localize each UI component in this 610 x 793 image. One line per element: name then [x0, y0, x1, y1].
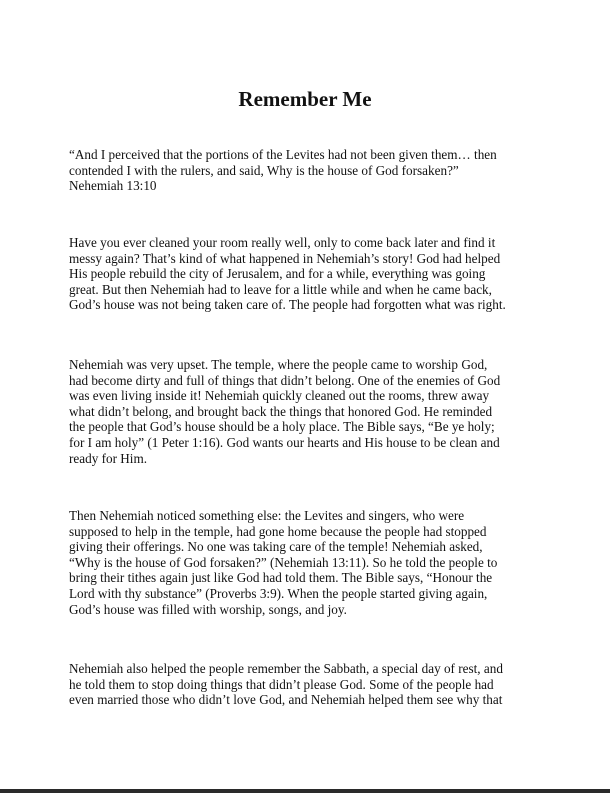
- body-paragraph-3: [69, 508, 549, 617]
- text-line: God’s house was not being taken care of. The people had forgotten what was right.: [69, 297, 506, 313]
- text-line: the people that God’s house should be a holy place. The Bible says, “Be ye holy;: [69, 419, 495, 435]
- text-line: for I am holy” (1 Peter 1:16). God wants our hearts and His house to be clean and: [69, 434, 500, 450]
- text-line: bring their tithes again just like God had told them. The Bible says, “Honour the: [69, 570, 493, 586]
- text-line: supposed to help in the temple, had gone home because the people had stopped: [69, 523, 487, 539]
- text-line: Nehemiah 13:10: [69, 178, 157, 194]
- text-line: great. But then Nehemiah had to leave for a little while and when he came back,: [69, 281, 492, 297]
- page-title: Remember Me: [238, 87, 372, 112]
- text-line: what didn’t belong, and brought back the things that honored God. He reminded: [69, 403, 493, 419]
- text-line: was even living inside it! Nehemiah quickly cleaned out the rooms, threw away: [69, 388, 490, 404]
- text-line: messy again? That’s kind of what happened in Nehemiah’s story! God had helped: [69, 250, 501, 266]
- text-line: Nehemiah was very upset. The temple, where the people came to worship God,: [69, 357, 488, 372]
- text-line: “Why is the house of God forsaken?” (Nehemiah 13:11). So he told the people to: [69, 554, 498, 570]
- text-line: Have you ever cleaned your room really well, only to come back later and find it: [69, 235, 496, 250]
- text-line: had become dirty and full of things that didn’t belong. One of the enemies of God: [69, 372, 501, 388]
- text-line: “And I perceived that the portions of the Levites had not been given them… then: [69, 147, 497, 162]
- text-line: giving their offerings. No one was taking care of the temple! Nehemiah asked,: [69, 539, 483, 555]
- body-paragraph-4: [69, 661, 549, 708]
- text-line: ready for Him.: [69, 450, 147, 466]
- text-line: His people rebuild the city of Jerusalem, and for a while, everything was going: [69, 266, 486, 282]
- text-line: Then Nehemiah noticed something else: the Levites and singers, who were: [69, 508, 465, 523]
- text-line: Nehemiah also helped the people remember the Sabbath, a special day of rest, and: [69, 661, 503, 676]
- body-paragraph-1: [69, 235, 549, 313]
- text-line: contended I with the rulers, and said, Why is the house of God forsaken?”: [69, 162, 459, 178]
- text-line: he told them to stop doing things that didn’t please God. Some of the people had: [69, 676, 494, 692]
- body-paragraph-2: [69, 357, 549, 466]
- page-bottom-edge: [0, 789, 610, 793]
- text-line: Lord with thy substance” (Proverbs 3:9). When the people started giving again,: [69, 585, 488, 601]
- scripture-quote-paragraph: [69, 147, 549, 194]
- text-line: even married those who didn’t love God, and Nehemiah helped them see why that: [69, 692, 503, 708]
- text-line: God’s house was filled with worship, songs, and joy.: [69, 601, 347, 617]
